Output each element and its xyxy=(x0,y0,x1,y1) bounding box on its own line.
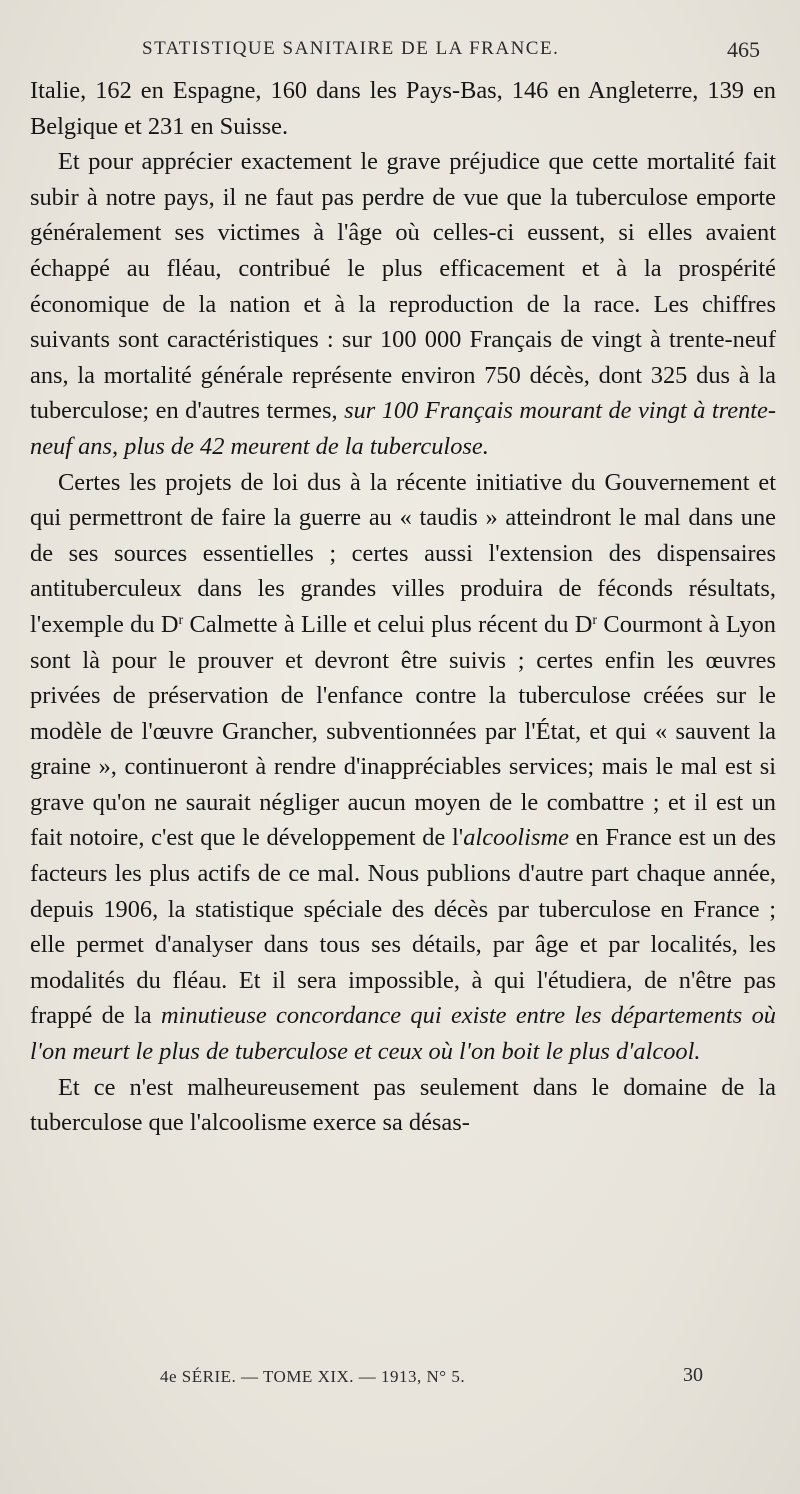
paragraph-3-text-c: Courmont à Lyon sont là pour le prouver et devront être suivis ; certes enfin les œuvres privées de préservation de l'enfance contre la tuberculose créées sur le modèle de l'œuvre Grancher, subventionnées par l'État, et qui « sauvent la graine », continueront à rendre d'inappréciables services; mais le mal est si grave qu'on ne saurait négliger aucun moyen de le combattre ; et il est un fait notoire, c'est que le développement de l' xyxy=(30,610,776,852)
body-text xyxy=(30,73,776,1141)
paragraph-4-text: Et ce n'est malheureusement pas seulement dans le domaine de la tuberculose que l'alcoolisme exerce sa désas- xyxy=(30,1073,776,1137)
concordance-italic: minutieuse concordance qui existe entre les départements où l'on meurt le plus de tuberculose et ceux où l'on boit le plus d'alcool. xyxy=(30,1002,776,1066)
paragraph-3-text-d: en France est un des facteurs les plus actifs de ce mal. Nous publions d'autre part chaque année, depuis 1906, la statistique spéciale des décès par tuberculose en France ; elle permet d'analyser dans tous ses détails, par âge et par localités, les modalités du fléau. Et il sera impossible, à qui l'étudiera, de n'être pas frappé de la xyxy=(30,824,776,1030)
signature-mark: 30 xyxy=(683,1364,703,1386)
page-number: 465 xyxy=(727,37,760,62)
superscript-r: r xyxy=(592,612,598,628)
paragraph-3 xyxy=(30,465,776,1070)
paragraph-4 xyxy=(30,1070,776,1141)
series-footer: 4e SÉRIE. — TOME XIX. — 1913, N° 5. xyxy=(160,1367,466,1386)
paragraph-2 xyxy=(30,144,776,464)
paragraph-2-italic: sur 100 Français mourant de vingt à trente-neuf ans, plus de 42 meurent de la tuberculose. xyxy=(30,397,776,460)
paragraph-1 xyxy=(30,73,776,144)
running-title: STATISTIQUE SANITAIRE DE LA FRANCE. xyxy=(142,38,560,59)
superscript-r: r xyxy=(178,612,184,628)
paragraph-2-text: Et pour apprécier exactement le grave préjudice que cette mortalité fait subir à notre pays, il ne faut pas perdre de vue que la tuberculose emporte généralement ses victimes à l'âge où celles-ci eussent, si elles avaient échappé au fléau, contribué le plus efficacement et à la prospérité économique de la nation et à la reproduction de la race. Les chiffres suivants sont caractéristiques : sur 100 000 Français de vingt à trente-neuf ans, la mortalité générale représente environ 750 décès, dont 325 dus à la tuberculose; en d'autres termes, xyxy=(30,148,776,425)
alcoolisme-italic: alcoolisme xyxy=(463,824,569,852)
paragraph-1-text: Italie, 162 en Espagne, 160 dans les Pays-Bas, 146 en Angleterre, 139 en Belgique et 231 en Suisse. xyxy=(30,77,776,140)
paragraph-3-text-b: Calmette à Lille et celui plus récent du D xyxy=(183,610,593,638)
paragraph-3-text-a: Certes les projets de loi dus à la récente initiative du Gouvernement et qui permettront de faire la guerre au « taudis » atteindront le mal dans une de ses sources essentielles ; certes aussi l'extension des dispensaires antituberculeux dans les grandes villes produira de féconds résultats, l'exemple du D xyxy=(30,468,776,638)
